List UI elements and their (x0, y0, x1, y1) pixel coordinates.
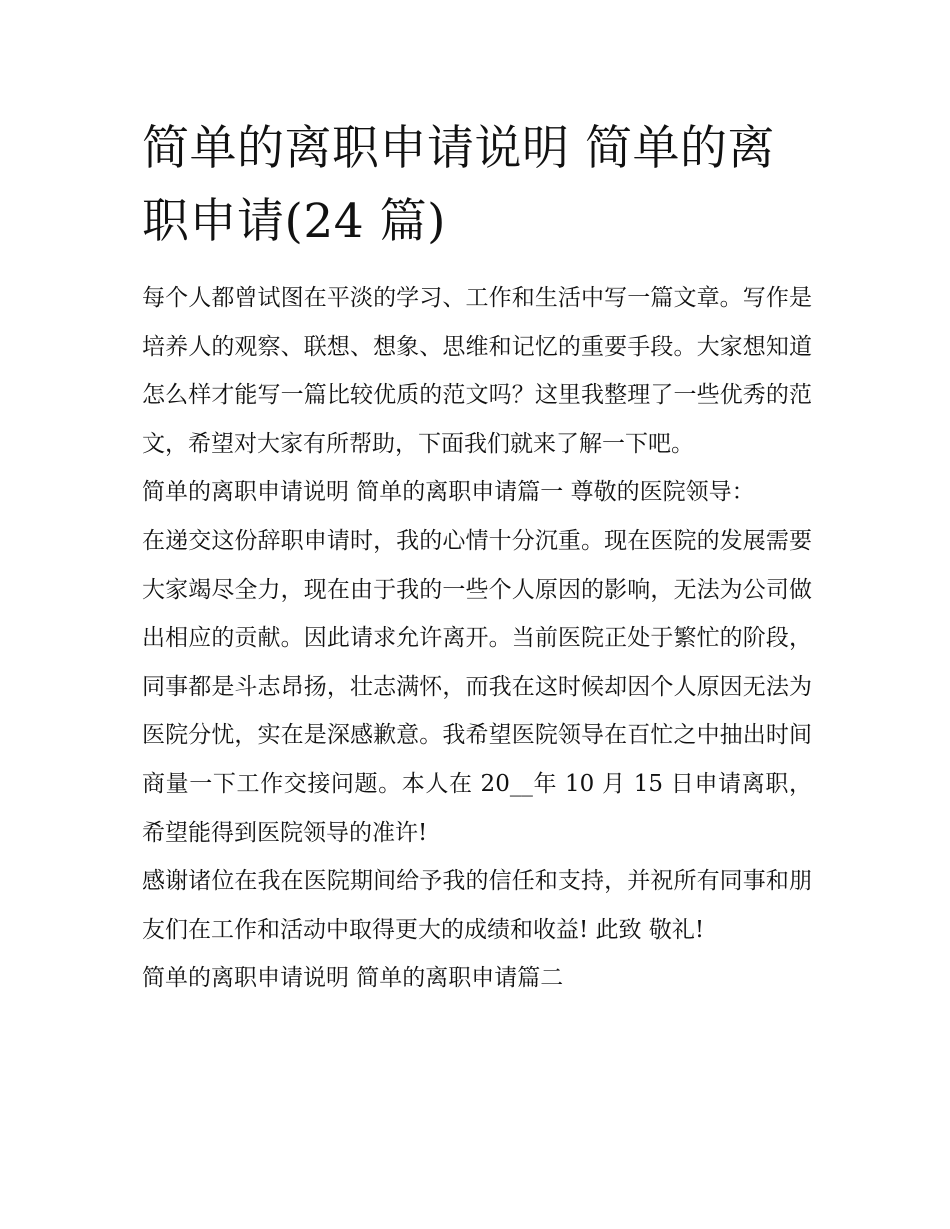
document-title: 简单的离职申请说明 简单的离职申请(24 篇) (142, 121, 775, 249)
section-heading-one: 简单的离职申请说明 简单的离职申请篇一 尊敬的医院领导： (142, 479, 755, 506)
closing-paragraph: 感谢诸位在我在医院期间给予我的信任和支持，并祝所有同事和朋友们在工作和活动中取得更大的成绩和收益! 此致 敬礼! (142, 868, 812, 943)
section-heading-two: 简单的离职申请说明 简单的离职申请篇二 (142, 965, 564, 992)
document-content (142, 112, 812, 1003)
body-paragraph: 在递交这份辞职申请时，我的心情十分沉重。现在医院的发展需要大家竭尽全力，现在由于我的一些个人原因的影响，无法为公司做出相应的贡献。因此请求允许离开。当前医院正处于繁忙的阶段，同事都是斗志昂扬，壮志满怀，而我在这时候却因个人原因无法为医院分忧，实在是深感歉意。我希望医院领导在百忙之中抽出时间商量一下工作交接问题。本人在 20__年 10 月 15 日申请离职，希望能得到医院领导的准许! (142, 527, 812, 846)
intro-paragraph: 每个人都曾试图在平淡的学习、工作和生活中写一篇文章。写作是培养人的观察、联想、想象、思维和记忆的重要手段。大家想知道怎么样才能写一篇比较优质的范文吗？这里我整理了一些优秀的范文，希望对大家有所帮助，下面我们就来了解一下吧。 (142, 285, 812, 457)
